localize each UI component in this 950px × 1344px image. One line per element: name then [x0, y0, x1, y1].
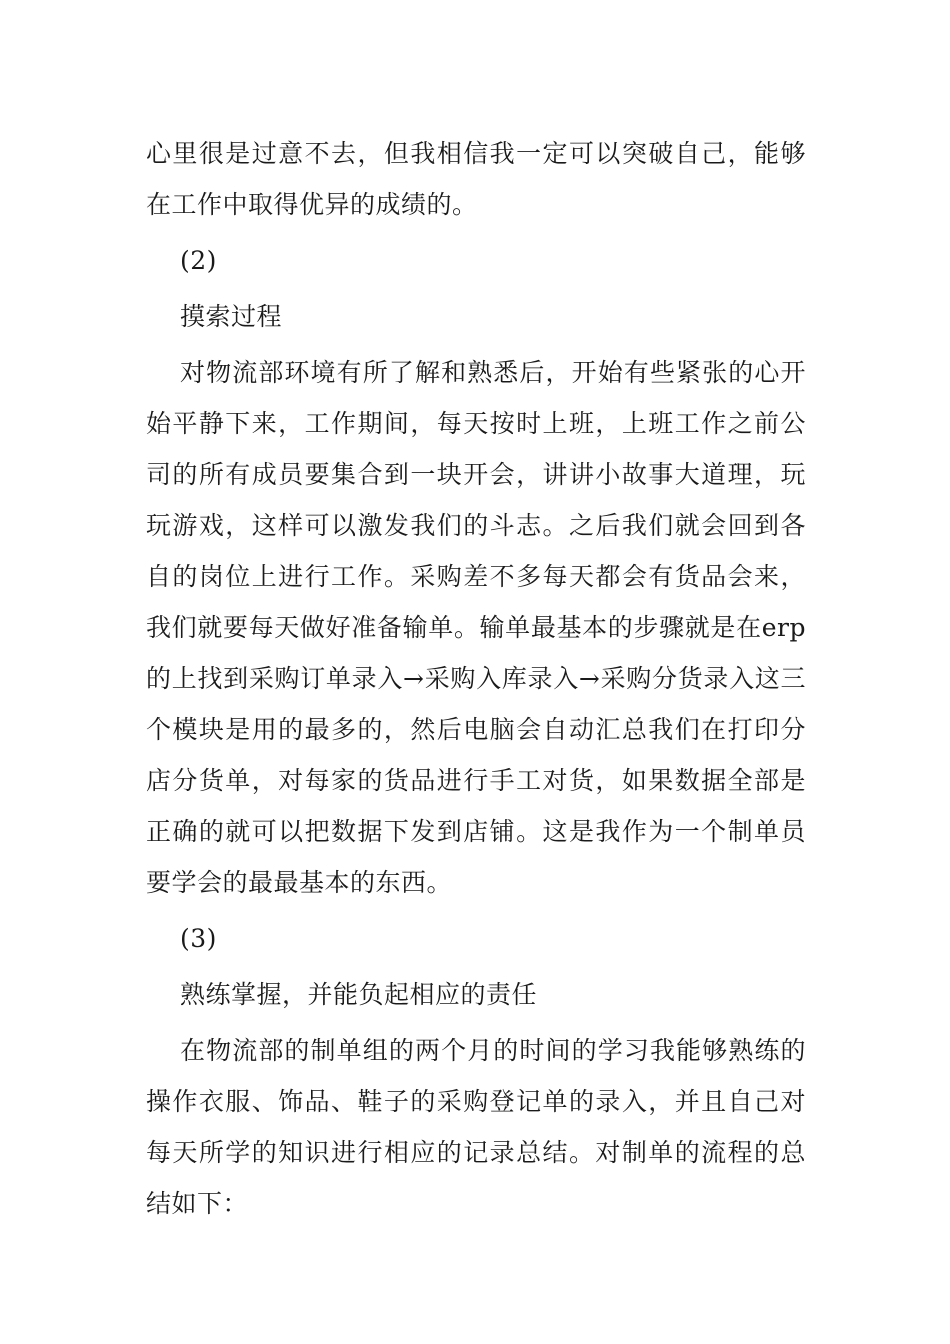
section-number-3: (3)	[180, 924, 217, 953]
section-number-2: (2)	[180, 246, 217, 275]
document-body	[146, 128, 806, 1234]
section-title-mastery: 熟练掌握，并能负起相应的责任	[180, 980, 538, 1009]
paragraph-exploration: 对物流部环境有所了解和熟悉后，开始有些紧张的心开始平静下来，工作期间，每天按时上班，上班工作之前公司的所有成员要集合到一块开会，讲讲小故事大道理，玩玩游戏，这样可以激发我们的斗志。之后我们就会回到各自的岗位上进行工作。采购差不多每天都会有货品会来，我们就要每天做好准备输单。输单最基本的步骤就是在erp的上找到采购订单录入→采购入库录入→采购分货录入这三个模块是用的最多的，然后电脑会自动汇总我们在打印分店分货单，对每家的货品进行手工对货，如果数据全部是正确的就可以把数据下发到店铺。这是我作为一个制单员要学会的最最基本的东西。	[146, 358, 806, 897]
paragraph-mastery: 在物流部的制单组的两个月的时间的学习我能够熟练的操作衣服、饰品、鞋子的采购登记单的录入，并且自己对每天所学的知识进行相应的记录总结。对制单的流程的总结如下：	[146, 1036, 806, 1218]
section-title-exploration: 摸索过程	[180, 302, 283, 331]
paragraph-continuation: 心里很是过意不去，但我相信我一定可以突破自己，能够在工作中取得优异的成绩的。	[146, 139, 806, 219]
